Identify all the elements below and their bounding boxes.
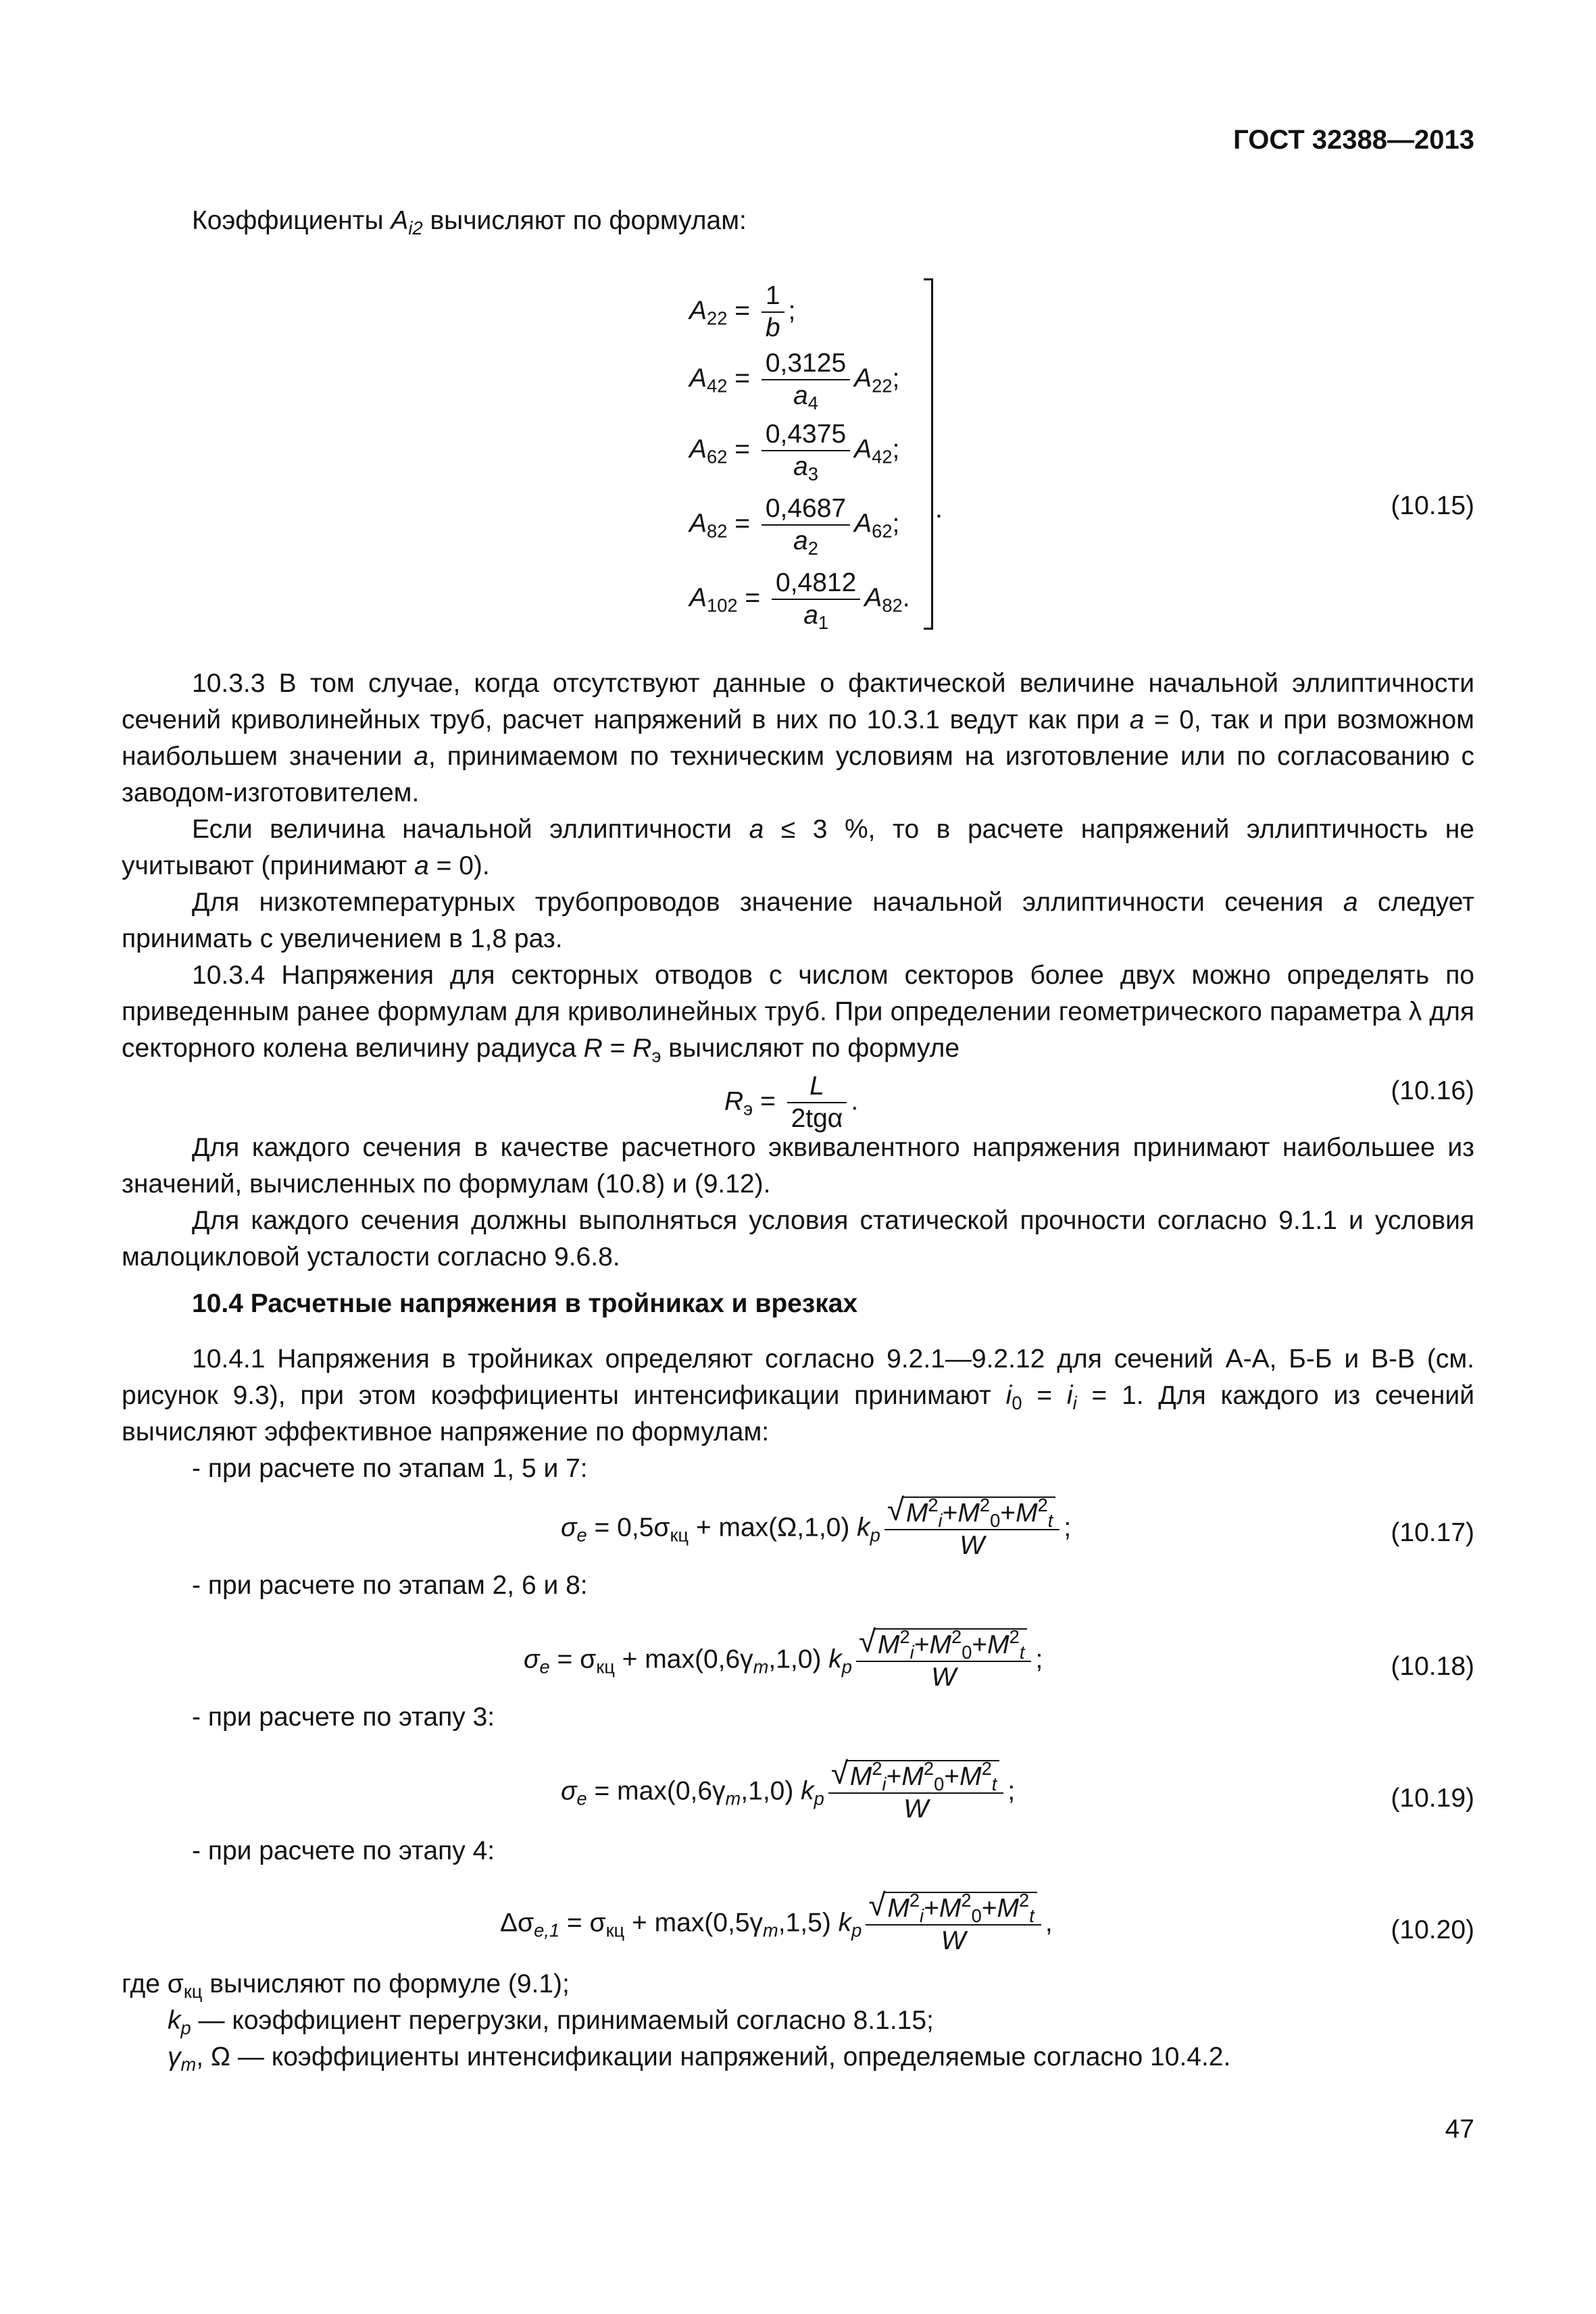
equation-10-19: $\sigma_e = \max(0,6\gamma_m,1,0)$ $k_p$ √ $\frac{M^2_i+M^2_0+M^2_t}{W}$ ; — [561, 1760, 1015, 1825]
equation-number-10-18: (10.18) — [1391, 1652, 1474, 1681]
paragraph-10-4-1: 10.4.1 Напряжения в тройниках определяют согласно 9.2.1—9.2.12 для сечений А-А, Б-Б и В-В (см. рисунок 9.3), при этом коэффициенты интенсификации принимают $i_0 = i_i = 1$. Для каждого из сечений вычисляют эффективное напряжение по формулам: — [122, 1344, 1474, 1447]
stage-label-2-6-8: - при расчете по этапам 2, 6 и 8: — [192, 1571, 588, 1600]
where-line-gamma: $\gamma_m$, Ω — коэффициенты интенсификации напряжений, определяемые согласно 10.4.2. — [168, 2042, 1231, 2076]
equation-10-17: $\sigma_e = 0,5\sigma_{кц} + \max(\Omega,1,0)$ $k_p$ √ $\frac{M^2_i+M^2_0+M^2_t}{W}$ ; — [561, 1496, 1071, 1561]
equation-number-10-15: (10.15) — [1391, 491, 1474, 520]
where-line-sigma: где $\sigma_{кц}$ вычисляют по формуле (9.1); — [122, 1969, 570, 2003]
where-line-kp: $k_p$ — коэффициент перегрузки, принимаемый согласно 8.1.15; — [168, 2006, 934, 2039]
equation-10-16: $R_э$ = $\frac{L}{\text{2tgα}}$ . — [724, 1072, 859, 1133]
stage-label-1-5-7: - при расчете по этапам 1, 5 и 7: — [192, 1454, 588, 1483]
section-heading-10-4: 10.4 Расчетные напряжения в тройниках и врезках — [192, 1289, 858, 1318]
stage-label-3: - при расчете по этапу 3: — [192, 1703, 495, 1732]
equation-number-10-20: (10.20) — [1391, 1915, 1474, 1944]
document-header: ГОСТ 32388—2013 — [1233, 125, 1474, 155]
coefficients-intro: Коэффициенты $A_{i2}$ вычисляют по формулам: — [192, 206, 747, 239]
equation-10-18: $\sigma_e = \sigma_{кц} + \max(0,6\gamma_m,1,0)$ $k_p$ √ $\frac{M^2_i+M^2_0+M^2_t}{W}$ ; — [524, 1628, 1043, 1693]
equation-number-10-17: (10.17) — [1391, 1518, 1474, 1547]
eq-line-a62: $A_{62}$ = $\frac{0,4375}{a_3}$ $A_{42}$; — [689, 420, 900, 485]
paragraph-10-3-3: 10.3.3 В том случае, когда отсутствуют данные о фактической величине начальной эллиптичности сечений криволинейных труб, расчет напряжений в них по 10.3.1 ведут как при a = 0, так и при возможном наибольшем значении a, принимаемом по техническим условиям на изготовление или по согласованию с заводом-изготовителем. — [122, 669, 1475, 807]
page-number: 47 — [1445, 2115, 1474, 2144]
equation-system-brace — [914, 278, 933, 630]
equation-number-10-19: (10.19) — [1391, 1784, 1474, 1813]
eq-line-a22: $A_{22}$ = $\frac{1}{b}$ ; — [689, 281, 796, 343]
stage-label-4: - при расчете по этапу 4: — [192, 1836, 495, 1865]
paragraph-low-temperature: Для низкотемпературных трубопроводов значение начальной эллиптичности сечения a следует принимать с увеличением в 1,8 раз. — [122, 888, 1474, 953]
paragraph-ellipticity: Если величина начальной эллиптичности a ≤ 3 %, то в расчете напряжений эллиптичность не учитывают (принимают a = 0). — [122, 815, 1474, 880]
equation-10-20: $\Delta\sigma_{e,1} = \sigma_{кц} + \max(0,5\gamma_m,1,5)$ $k_p$ √ $\frac{M^2_i+M^2_0+M^2_t}{W}$ , — [500, 1892, 1053, 1957]
paragraph-each-section-2: Для каждого сечения должны выполняться условия статической прочности согласно 9.1.1 и условия малоцикловой усталости согласно 9.6.8. — [122, 1206, 1474, 1272]
eq-line-a82: $A_{82}$ = $\frac{0,4687}{a_2}$ $A_{62}$; — [689, 494, 900, 559]
eq-line-a102: $A_{102}$ = $\frac{0,4812}{a_1}$ $A_{82}$. — [689, 568, 910, 634]
equation-system-dot: . — [935, 495, 943, 524]
eq-line-a42: $A_{42}$ = $\frac{0,3125}{a_4}$ $A_{22}$; — [689, 349, 900, 414]
equation-number-10-16: (10.16) — [1391, 1076, 1474, 1105]
paragraph-each-section-1: Для каждого сечения в качестве расчетного эквивалентного напряжения принимают наибольшее из значений, вычисленных по формулам (10.8) и (9.12). — [122, 1133, 1474, 1199]
paragraph-10-3-4: 10.3.4 Напряжения для секторных отводов с числом секторов более двух можно определять по приведенным ранее формулам для криволинейных труб. При определении геометрического параметра λ для секторного колена величину радиуса $R = R_э$ вычисляют по формуле — [122, 961, 1474, 1067]
